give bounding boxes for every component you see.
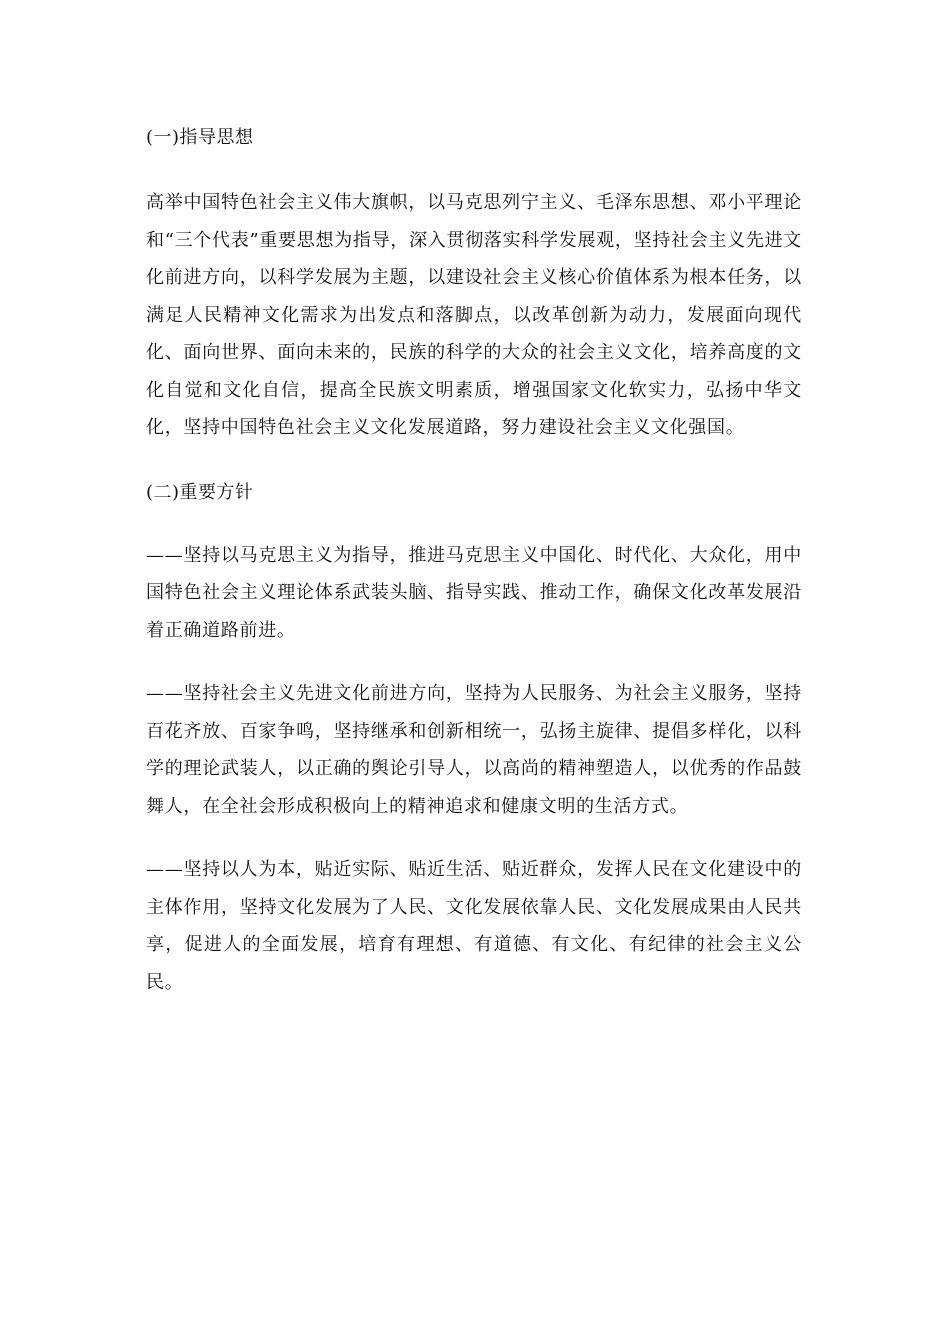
section-heading-guiding-ideology: (一)指导思想 xyxy=(146,127,254,148)
paragraph-guiding-ideology: 高举中国特色社会主义伟大旗帜，以马克思列宁主义、毛泽东思想、邓小平理论和“三个代表”重要思想为指导，深入贯彻落实科学发展观，坚持社会主义先进文化前进方向，以科学发展为主题，以建设社会主义核心价值体系为根本任务，以满足人民精神文化需求为出发点和落脚点，以改革创新为动力，发展面向现代化、面向世界、面向未来的，民族的科学的大众的社会主义文化，培养高度的文化自觉和文化自信，提高全民族文明素质，增强国家文化软实力，弘扬中华文化，坚持中国特色社会主义文化发展道路，努力建设社会主义文化强国。 xyxy=(146,192,802,438)
document-page xyxy=(146,122,802,1027)
paragraph-principle-advanced-culture: ——坚持社会主义先进文化前进方向，坚持为人民服务、为社会主义服务，坚持百花齐放、百家争鸣，坚持继承和创新相统一，弘扬主旋律、提倡多样化，以科学的理论武装人，以正确的舆论引导人，以高尚的精神塑造人，以优秀的作品鼓舞人，在全社会形成积极向上的精神追求和健康文明的生活方式。 xyxy=(146,683,802,817)
paragraph-principle-marxism: ——坚持以马克思主义为指导，推进马克思主义中国化、时代化、大众化，用中国特色社会主义理论体系武装头脑、指导实践、推动工作，确保文化改革发展沿着正确道路前进。 xyxy=(146,544,802,641)
section-heading-important-principles: (二)重要方针 xyxy=(146,481,254,503)
paragraph-principle-people-oriented: ——坚持以人为本，贴近实际、贴近生活、贴近群众，发挥人民在文化建设中的主体作用，坚持文化发展为了人民、文化发展依靠人民、文化发展成果由人民共享，促进人的全面发展，培育有理想、有道德、有文化、有纪律的社会主义公民。 xyxy=(146,859,802,993)
